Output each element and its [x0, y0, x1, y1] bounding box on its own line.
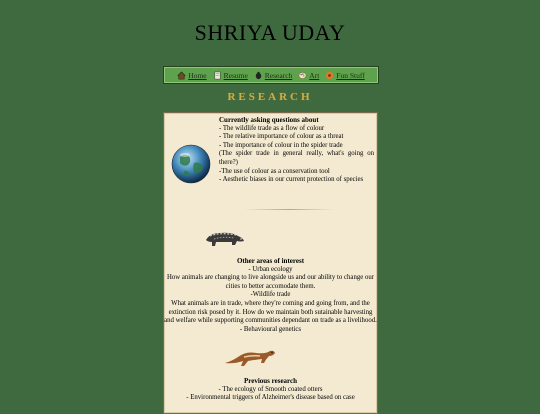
other-line: - Urban ecology [248, 265, 293, 273]
nav-art[interactable] [298, 71, 319, 80]
other-interests [164, 257, 377, 334]
previous-research [164, 377, 377, 403]
badger-image [202, 225, 246, 249]
nav-bar [163, 66, 379, 84]
beetle-icon [254, 71, 263, 80]
nav-art-label[interactable]: Art [309, 70, 320, 80]
content-panel [163, 112, 378, 414]
current-heading: Currently asking questions about [219, 116, 319, 124]
other-line: What animals are in trade, where they're coming and going from, and the extinction risk posed by it. How do we maintain both sutainable harvesting and welfare while supporting communities dependant on trade as a livelihood. - Behavioural genetics [164, 299, 377, 333]
current-line: - The relative importance of colour as a threat [219, 133, 344, 141]
nav-home-label[interactable]: Home [188, 70, 207, 80]
previous-heading: Previous research [243, 377, 298, 385]
current-research [219, 116, 374, 185]
nav-research[interactable] [254, 71, 292, 80]
current-line: -The use of colour as a conservation tool [219, 167, 330, 175]
house-icon [177, 71, 186, 80]
nav-resume[interactable] [213, 71, 248, 80]
flower-icon [325, 71, 334, 80]
other-heading: Other areas of interest [236, 257, 305, 265]
site-title: SHRIYA UDAY [194, 20, 346, 45]
globe-image [170, 143, 212, 185]
current-line: - The importance of colour in the spider trade [219, 141, 343, 149]
nav-home[interactable] [177, 71, 206, 80]
otter-image [222, 345, 278, 369]
nav-resume-label[interactable]: Resume [223, 70, 248, 80]
palette-icon [298, 71, 307, 80]
current-line: - Aesthetic biases in our current protection of species [219, 176, 364, 184]
section-heading: RESEARCH [227, 91, 313, 103]
scroll-icon [213, 71, 222, 80]
previous-line: - Environmental triggers of Alzheimer's disease based on case [186, 394, 355, 402]
divider [244, 209, 334, 210]
other-line: -Wildlife trade [250, 291, 291, 299]
other-line: How animals are changing to live alongside us and our ability to change our cities to better accomodate them. [166, 274, 375, 290]
nav-research-label[interactable]: Research [264, 70, 293, 80]
current-line: (The spider trade in general really, what's going on there?) [219, 150, 374, 166]
nav-fun-stuff-label[interactable]: Fun Stuff [336, 70, 365, 80]
current-line: - The wildlife trade as a flow of colour [219, 124, 325, 132]
previous-line: - The ecology of Smooth coated otters [218, 385, 323, 393]
nav-fun-stuff[interactable] [325, 71, 364, 80]
